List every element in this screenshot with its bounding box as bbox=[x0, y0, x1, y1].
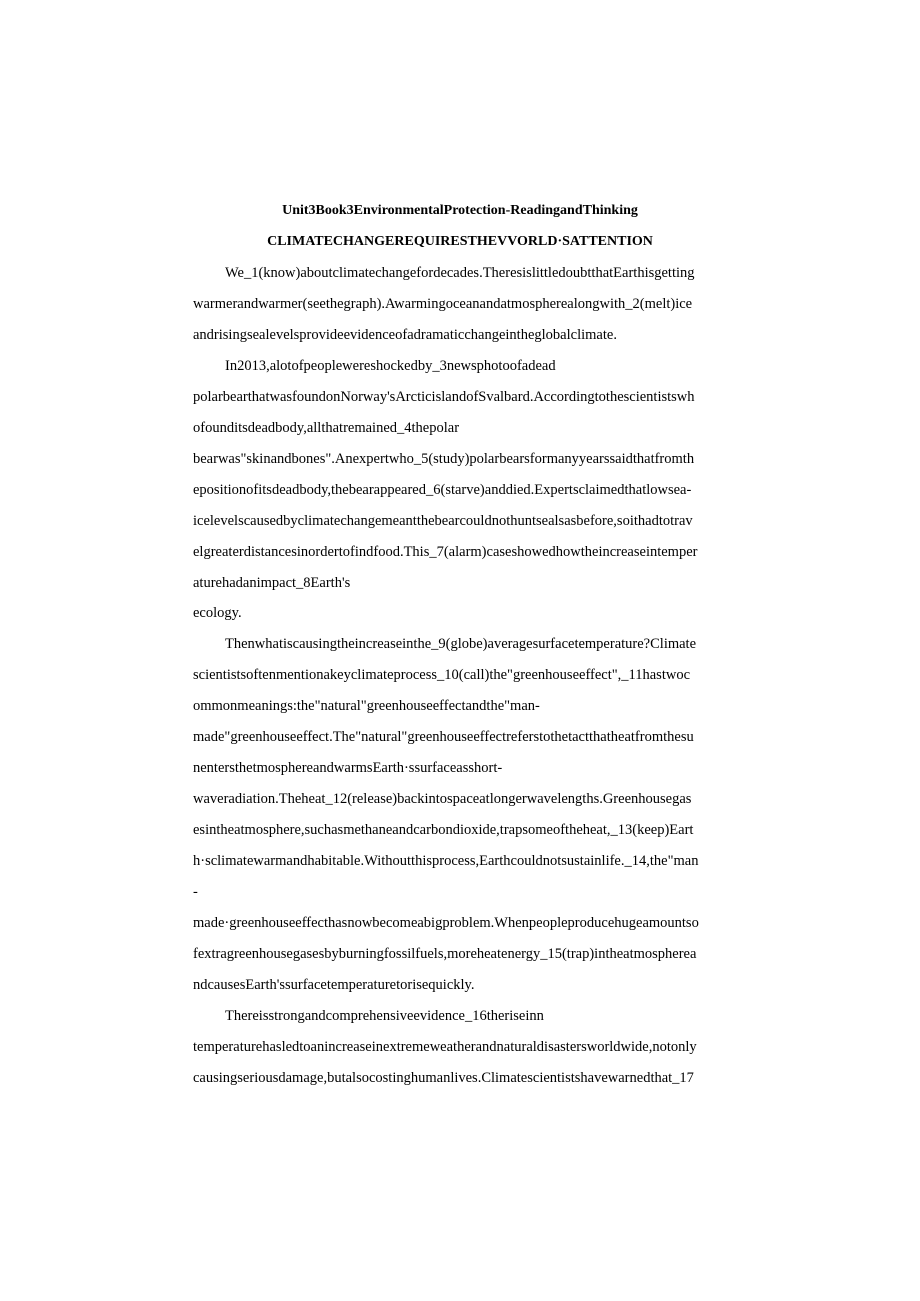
text-line: In2013,alotofpeoplewereshockedby_3newsphotoofadead bbox=[225, 358, 556, 374]
text-line: polarbearthatwasfoundonNorway'sArcticislandofSvalbard.Accordingtothescientistswh bbox=[193, 389, 695, 405]
text-line: nentersthetmosphereandwarmsEarth·ssurfaceasshort- bbox=[193, 760, 503, 776]
text-line: aturehadanimpact_8Earth's bbox=[193, 575, 351, 591]
text-line: ofounditsdeadbody,allthatremained_4thepolar bbox=[193, 420, 460, 436]
text-line: icelevelscausedbyclimatechangemeantthebearcouldnothuntsealsasbefore,soithadtotrav bbox=[193, 513, 693, 529]
text-line: bearwas"skinandbones".Anexpertwho_5(study)polarbearsformanyyearssaidthatfromth bbox=[193, 451, 695, 467]
text-line: We_1(know)aboutclimatechangefordecades.TheresislittledoubtthatEarthisgetting bbox=[225, 265, 695, 281]
text-line: andrisingsealevelsprovideevidenceofadramaticchangeintheglobalclimate. bbox=[193, 327, 617, 343]
text-line: causingseriousdamage,butalsocostinghumanlives.Climatescientistshavewarnedthat_17 bbox=[193, 1070, 694, 1086]
text-line: Thereisstrongandcomprehensiveevidence_16theriseinn bbox=[225, 1008, 544, 1024]
text-line: fextragreenhousegasesbyburningfossilfuels,moreheatenergy_15(trap)intheatmospherea bbox=[193, 946, 697, 962]
text-line: scientistsoftenmentionakeyclimateprocess_10(call)the"greenhouseeffect",_11hastwoc bbox=[193, 667, 691, 683]
text-line: warmerandwarmer(seethegraph).Awarmingoceanandatmospherealongwith_2(melt)ice bbox=[193, 296, 693, 312]
text-line: esintheatmosphere,suchasmethaneandcarbondioxide,trapsomeoftheheat,_13(keep)Eart bbox=[193, 822, 694, 838]
document-title: Unit3Book3EnvironmentalProtection-ReadingandThinking bbox=[282, 203, 638, 218]
text-line: waveradiation.Theheat_12(release)backintospaceatlongerwavelengths.Greenhousegas bbox=[193, 791, 692, 807]
text-line: epositionofitsdeadbody,thebearappeared_6(starve)anddied.Expertsclaimedthatlowsea- bbox=[193, 482, 692, 498]
text-line: ndcausesEarth'ssurfacetemperaturetorisequickly. bbox=[193, 977, 475, 993]
text-line: elgreaterdistancesinordertofindfood.This_7(alarm)caseshowedhowtheincreaseintemper bbox=[193, 544, 698, 560]
text-line: made"greenhouseeffect.The"natural"greenhouseeffectreferstothetactthatheatfromthesu bbox=[193, 729, 694, 745]
text-line: temperaturehasledtoanincreaseinextremeweatherandnaturaldisastersworldwide,notonly bbox=[193, 1039, 697, 1055]
text-line: h·sclimatewarmandhabitable.Withoutthisprocess,Earthcouldnotsustainlife._14,the"man bbox=[193, 853, 699, 869]
text-line: - bbox=[193, 884, 198, 900]
text-line: ommonmeanings:the"natural"greenhouseeffectandthe"man- bbox=[193, 698, 540, 714]
text-line: Thenwhatiscausingtheincreaseinthe_9(globe)averagesurfacetemperature?Climate bbox=[225, 636, 697, 652]
article-title: CLIMATECHANGEREQUIRESTHEVVORLD·SATTENTION bbox=[267, 234, 653, 249]
text-line: made·greenhouseeffecthasnowbecomeabigproblem.Whenpeopleproducehugeamountso bbox=[193, 915, 699, 931]
text-line: ecology. bbox=[193, 605, 242, 621]
